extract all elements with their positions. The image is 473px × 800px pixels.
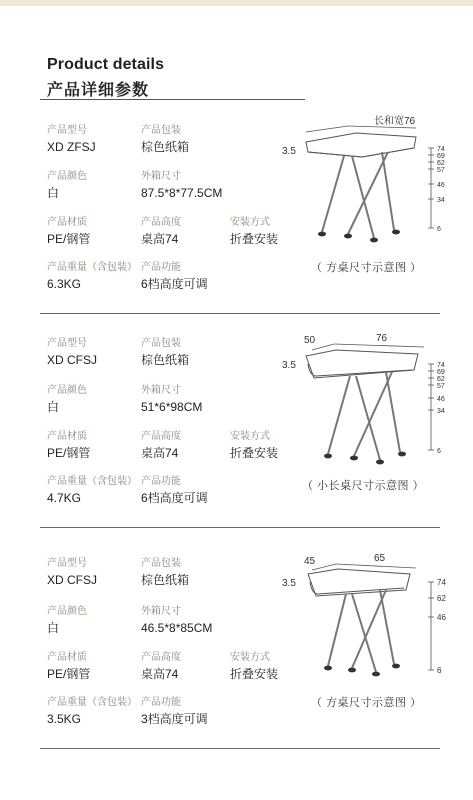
spec-label: 产品功能 <box>141 697 181 708</box>
height-tick: 74 <box>437 146 445 153</box>
spec-outer-box <box>141 170 222 201</box>
height-tick: 69 <box>437 153 445 160</box>
spec-label: 外箱尺寸 <box>141 385 181 396</box>
diagram-caption: （ 方桌尺寸示意图 ） <box>311 262 422 274</box>
spec-height <box>141 430 181 461</box>
spec-label: 产品高度 <box>141 652 181 663</box>
spec-label: 产品功能 <box>141 476 181 487</box>
spec-weight <box>47 261 137 292</box>
spec-value: 46.5*8*85CM <box>141 621 213 635</box>
spec-value: 折叠安装 <box>230 667 279 681</box>
height-tick: 46 <box>437 613 446 622</box>
spec-value: 6档高度可调 <box>141 491 208 505</box>
spec-color <box>47 384 87 415</box>
spec-function <box>141 696 208 727</box>
height-tick: 6 <box>437 666 442 675</box>
spec-material <box>47 216 90 247</box>
spec-value: 6.3KG <box>47 277 82 291</box>
spec-label: 产品型号 <box>47 558 87 569</box>
spec-package <box>141 124 189 155</box>
height-tick: 62 <box>437 160 445 167</box>
spec-value: XD ZFSJ <box>47 140 96 154</box>
spec-label: 产品材质 <box>47 431 87 442</box>
spec-value: 棕色纸箱 <box>141 353 190 367</box>
spec-value: 51*6*98CM <box>141 400 203 414</box>
height-tick: 6 <box>437 226 441 233</box>
spec-weight <box>47 475 137 506</box>
spec-label: 外箱尺寸 <box>141 171 181 182</box>
spec-value: PE/钢管 <box>47 667 91 681</box>
spec-value: 棕色纸箱 <box>141 573 190 587</box>
spec-label: 产品包装 <box>141 338 181 349</box>
spec-label: 产品材质 <box>47 652 87 663</box>
spec-install <box>230 430 278 461</box>
spec-label: 产品重量（含包装） <box>47 262 137 273</box>
dim-width-label: 45 <box>304 556 316 567</box>
spec-label: 产品重量（含包装） <box>47 476 137 487</box>
spec-install <box>230 651 278 682</box>
spec-value: 折叠安装 <box>230 446 279 460</box>
spec-weight <box>47 696 137 727</box>
spec-label: 产品功能 <box>141 262 181 273</box>
spec-value: PE/钢管 <box>47 446 91 460</box>
spec-label: 产品型号 <box>47 338 87 349</box>
height-tick: 69 <box>437 369 445 376</box>
spec-function <box>141 475 208 506</box>
spec-function <box>141 261 208 292</box>
height-tick: 57 <box>437 383 445 390</box>
spec-value: 87.5*8*77.5CM <box>141 186 223 200</box>
spec-outer-box <box>141 384 202 415</box>
spec-height <box>141 651 181 682</box>
spec-label: 安装方式 <box>230 652 270 663</box>
spec-label: 产品包装 <box>141 125 181 136</box>
spec-outer-box <box>141 605 212 636</box>
spec-label: 安装方式 <box>230 217 270 228</box>
height-tick: 6 <box>437 448 441 455</box>
spec-value: XD CFSJ <box>47 573 98 587</box>
spec-label: 产品高度 <box>141 431 181 442</box>
spec-value: 桌高74 <box>141 667 179 681</box>
spec-value: 折叠安装 <box>230 232 279 246</box>
spec-color <box>47 170 87 201</box>
spec-label: 产品材质 <box>47 217 87 228</box>
spec-value: 3档高度可调 <box>141 712 208 726</box>
small-long-table-diagram <box>276 330 446 470</box>
spec-label: 产品高度 <box>141 217 181 228</box>
spec-value: 3.5KG <box>47 712 82 726</box>
spec-label: 外箱尺寸 <box>141 606 181 617</box>
spec-value: 白 <box>47 400 60 414</box>
square-table-diagram <box>276 110 446 245</box>
section-divider <box>40 527 440 528</box>
section-divider <box>40 748 440 749</box>
spec-label: 产品颜色 <box>47 606 87 617</box>
height-tick: 46 <box>437 182 445 189</box>
dim-length-label: 76 <box>376 333 388 344</box>
spec-label: 产品型号 <box>47 125 87 136</box>
spec-label: 产品颜色 <box>47 385 87 396</box>
spec-value: 棕色纸箱 <box>141 140 190 154</box>
dim-length-label: 65 <box>374 553 386 564</box>
spec-height <box>141 216 181 247</box>
section-divider <box>40 313 440 314</box>
dim-top-label: 长和宽76 <box>374 116 416 127</box>
dim-thickness-label: 3.5 <box>282 360 296 371</box>
spec-install <box>230 216 278 247</box>
spec-label: 产品包装 <box>141 558 181 569</box>
spec-model <box>47 124 96 155</box>
spec-model <box>47 557 97 588</box>
page-header <box>47 56 164 100</box>
page-title-cn: 产品详细参数 <box>47 82 150 99</box>
diagram-caption: （ 小长桌尺寸示意图 ） <box>302 480 425 492</box>
dim-width-label: 50 <box>304 335 316 346</box>
spec-label: 安装方式 <box>230 431 270 442</box>
spec-value: 4.7KG <box>47 491 82 505</box>
height-tick: 34 <box>437 197 445 204</box>
spec-value: 桌高74 <box>141 232 179 246</box>
height-tick: 74 <box>437 362 445 369</box>
height-tick: 62 <box>437 594 446 603</box>
spec-label: 产品颜色 <box>47 171 87 182</box>
spec-color <box>47 605 87 636</box>
diagram-caption: （ 方桌尺寸示意图 ） <box>311 697 422 709</box>
height-tick: 62 <box>437 376 445 383</box>
height-tick: 57 <box>437 167 445 174</box>
page-title-en: Product details <box>47 56 165 73</box>
spec-package <box>141 337 189 368</box>
spec-value: XD CFSJ <box>47 353 98 367</box>
dim-thickness-label: 3.5 <box>282 578 296 589</box>
height-tick: 46 <box>437 396 445 403</box>
spec-value: 6档高度可调 <box>141 277 208 291</box>
top-accent-bar <box>0 0 473 6</box>
spec-label: 产品重量（含包装） <box>47 697 137 708</box>
spec-material <box>47 430 90 461</box>
spec-value: 白 <box>47 186 60 200</box>
dim-thickness-label: 3.5 <box>282 146 296 157</box>
spec-package <box>141 557 189 588</box>
spec-material <box>47 651 90 682</box>
header-underline <box>40 99 305 100</box>
spec-value: PE/钢管 <box>47 232 91 246</box>
height-tick: 74 <box>437 578 446 587</box>
spec-value: 白 <box>47 621 60 635</box>
square-table-diagram <box>276 548 446 683</box>
spec-value: 桌高74 <box>141 446 179 460</box>
height-tick: 34 <box>437 408 445 415</box>
spec-model <box>47 337 97 368</box>
